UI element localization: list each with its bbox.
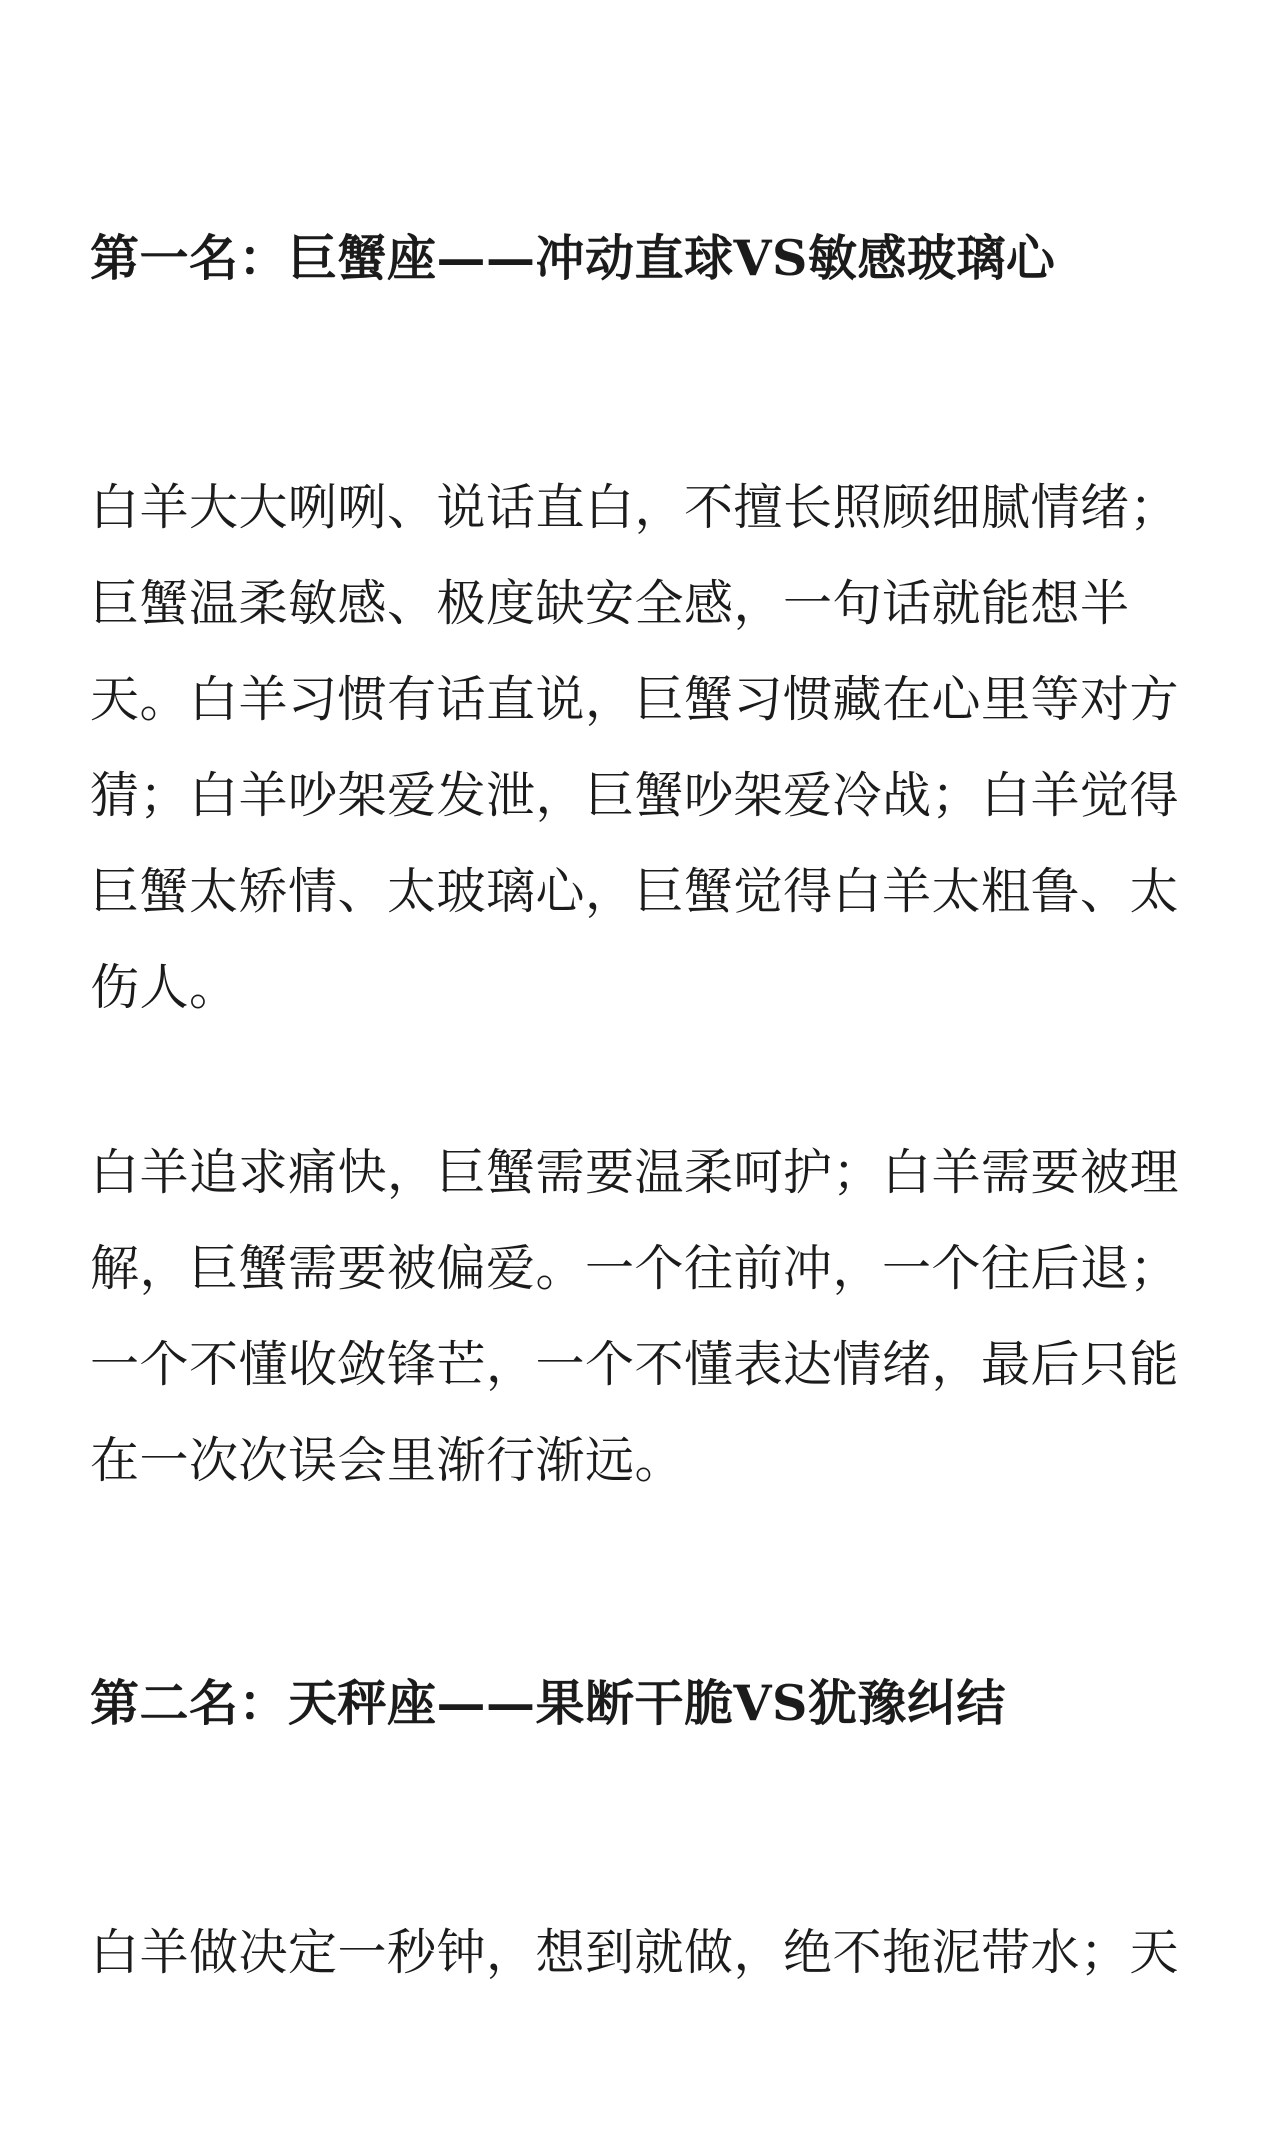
paragraph-line: 猜；白羊吵架爱发泄，巨蟹吵架爱冷战；白羊觉得 <box>90 767 1180 824</box>
paragraph-line: 在一次次误会里渐行渐远。 <box>90 1432 685 1489</box>
paragraph-line: 巨蟹温柔敏感、极度缺安全感，一句话就能想半 <box>90 575 1130 632</box>
paragraph-line: 白羊做决定一秒钟，想到就做，绝不拖泥带水；天 <box>90 1924 1180 1981</box>
paragraph-line: 伤人。 <box>90 959 239 1016</box>
paragraph-line: 白羊大大咧咧、说话直白，不擅长照顾细腻情绪； <box>90 479 1180 536</box>
paragraph-line: 解，巨蟹需要被偏爱。一个往前冲，一个往后退； <box>90 1240 1180 1297</box>
heading-text: 第二名：天秤座——果断干脆VS犹豫纠结 <box>90 1674 1006 1732</box>
paragraph-line: 一个不懂收敛锋芒，一个不懂表达情绪，最后只能 <box>90 1336 1180 1393</box>
paragraph-cancer-1 <box>90 460 1190 1036</box>
section-heading-cancer <box>90 210 1190 306</box>
paragraph-line: 天。白羊习惯有话直说，巨蟹习惯藏在心里等对方 <box>90 671 1180 728</box>
paragraph-cancer-2 <box>90 1125 1190 1509</box>
paragraph-libra-1 <box>90 1905 1190 2001</box>
heading-text: 第一名：巨蟹座——冲动直球VS敏感玻璃心 <box>90 229 1056 287</box>
paragraph-line: 白羊追求痛快，巨蟹需要温柔呵护；白羊需要被理 <box>90 1144 1180 1201</box>
paragraph-line: 巨蟹太矫情、太玻璃心，巨蟹觉得白羊太粗鲁、太 <box>90 863 1180 920</box>
section-heading-libra <box>90 1655 1190 1751</box>
